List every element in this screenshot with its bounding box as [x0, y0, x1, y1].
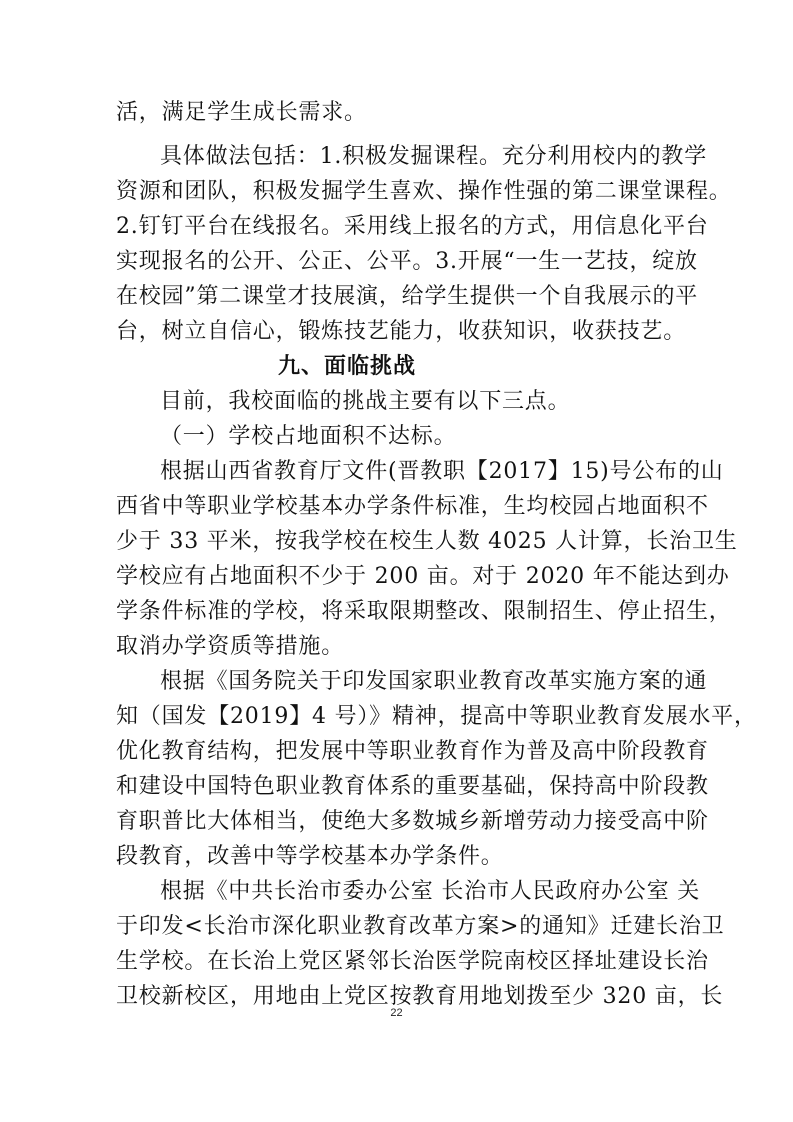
paragraph-line: 根据《国务院关于印发国家职业教育改革实施方案的通 [160, 669, 708, 694]
subsection-heading: （一）学校占地面积不达标。 [160, 424, 457, 449]
paragraph-line: 学条件标准的学校，将采取限期整改、限制招生、停止招生， [116, 599, 732, 624]
paragraph-line: 活，满足学生成长需求。 [116, 100, 367, 125]
paragraph-line: 台，树立自信心，锻炼技艺能力，收获知识，收获技艺。 [116, 319, 687, 344]
paragraph-line: 资源和团队，积极发掘学生喜欢、操作性强的第二课堂课程。 [116, 179, 732, 204]
paragraph-line: 育职普比大体相当，使绝大多数城乡新增劳动力接受高中阶 [116, 809, 709, 834]
paragraph-line: 和建设中国特色职业教育体系的重要基础，保持高中阶段教 [116, 774, 709, 799]
paragraph-line: 知（国发【2019】4 号）》精神，提高中等职业教育发展水平， [116, 704, 757, 729]
section-heading: 九、面临挑战 [278, 354, 417, 379]
paragraph-line: 生学校。在长治上党区紧邻长治医学院南校区择址建设长治 [116, 949, 709, 974]
paragraph-line: 少于 33 平米，按我学校在校生人数 4025 人计算，长治卫生 [116, 529, 738, 554]
paragraph-line: 根据山西省教育厅文件(晋教职【2017】15)号公布的山 [160, 459, 724, 484]
paragraph-line: 卫校新校区，用地由上党区按教育用地划拨至少 320 亩，长 [116, 984, 724, 1009]
page-number: 22 [390, 1007, 403, 1019]
paragraph-line: 在校园”第二课堂才技展演，给学生提供一个自我展示的平 [116, 284, 699, 309]
paragraph-line: 段教育，改善中等学校基本办学条件。 [116, 844, 504, 869]
paragraph-line: 目前，我校面临的挑战主要有以下三点。 [160, 389, 571, 414]
paragraph-line: 根据《中共长治市委办公室 长治市人民政府办公室 关 [160, 879, 700, 904]
paragraph-line: 取消办学资质等措施。 [116, 634, 345, 659]
paragraph-line: 实现报名的公开、公正、公平。3.开展“一生一艺技，绽放 [116, 249, 698, 274]
paragraph-line: 2.钉钉平台在线报名。采用线上报名的方式，用信息化平台 [116, 214, 709, 239]
paragraph-line: 优化教育结构，把发展中等职业教育作为普及高中阶段教育 [116, 739, 709, 764]
paragraph-line: 学校应有占地面积不少于 200 亩。对于 2020 年不能达到办 [116, 564, 730, 589]
paragraph-line: 具体做法包括：1.积极发掘课程。充分利用校内的教学 [160, 144, 707, 169]
paragraph-line: 于印发<长治市深化职业教育改革方案>的通知》迁建长治卫 [116, 914, 725, 939]
paragraph-line: 西省中等职业学校基本办学条件标准，生均校园占地面积不 [116, 494, 709, 519]
